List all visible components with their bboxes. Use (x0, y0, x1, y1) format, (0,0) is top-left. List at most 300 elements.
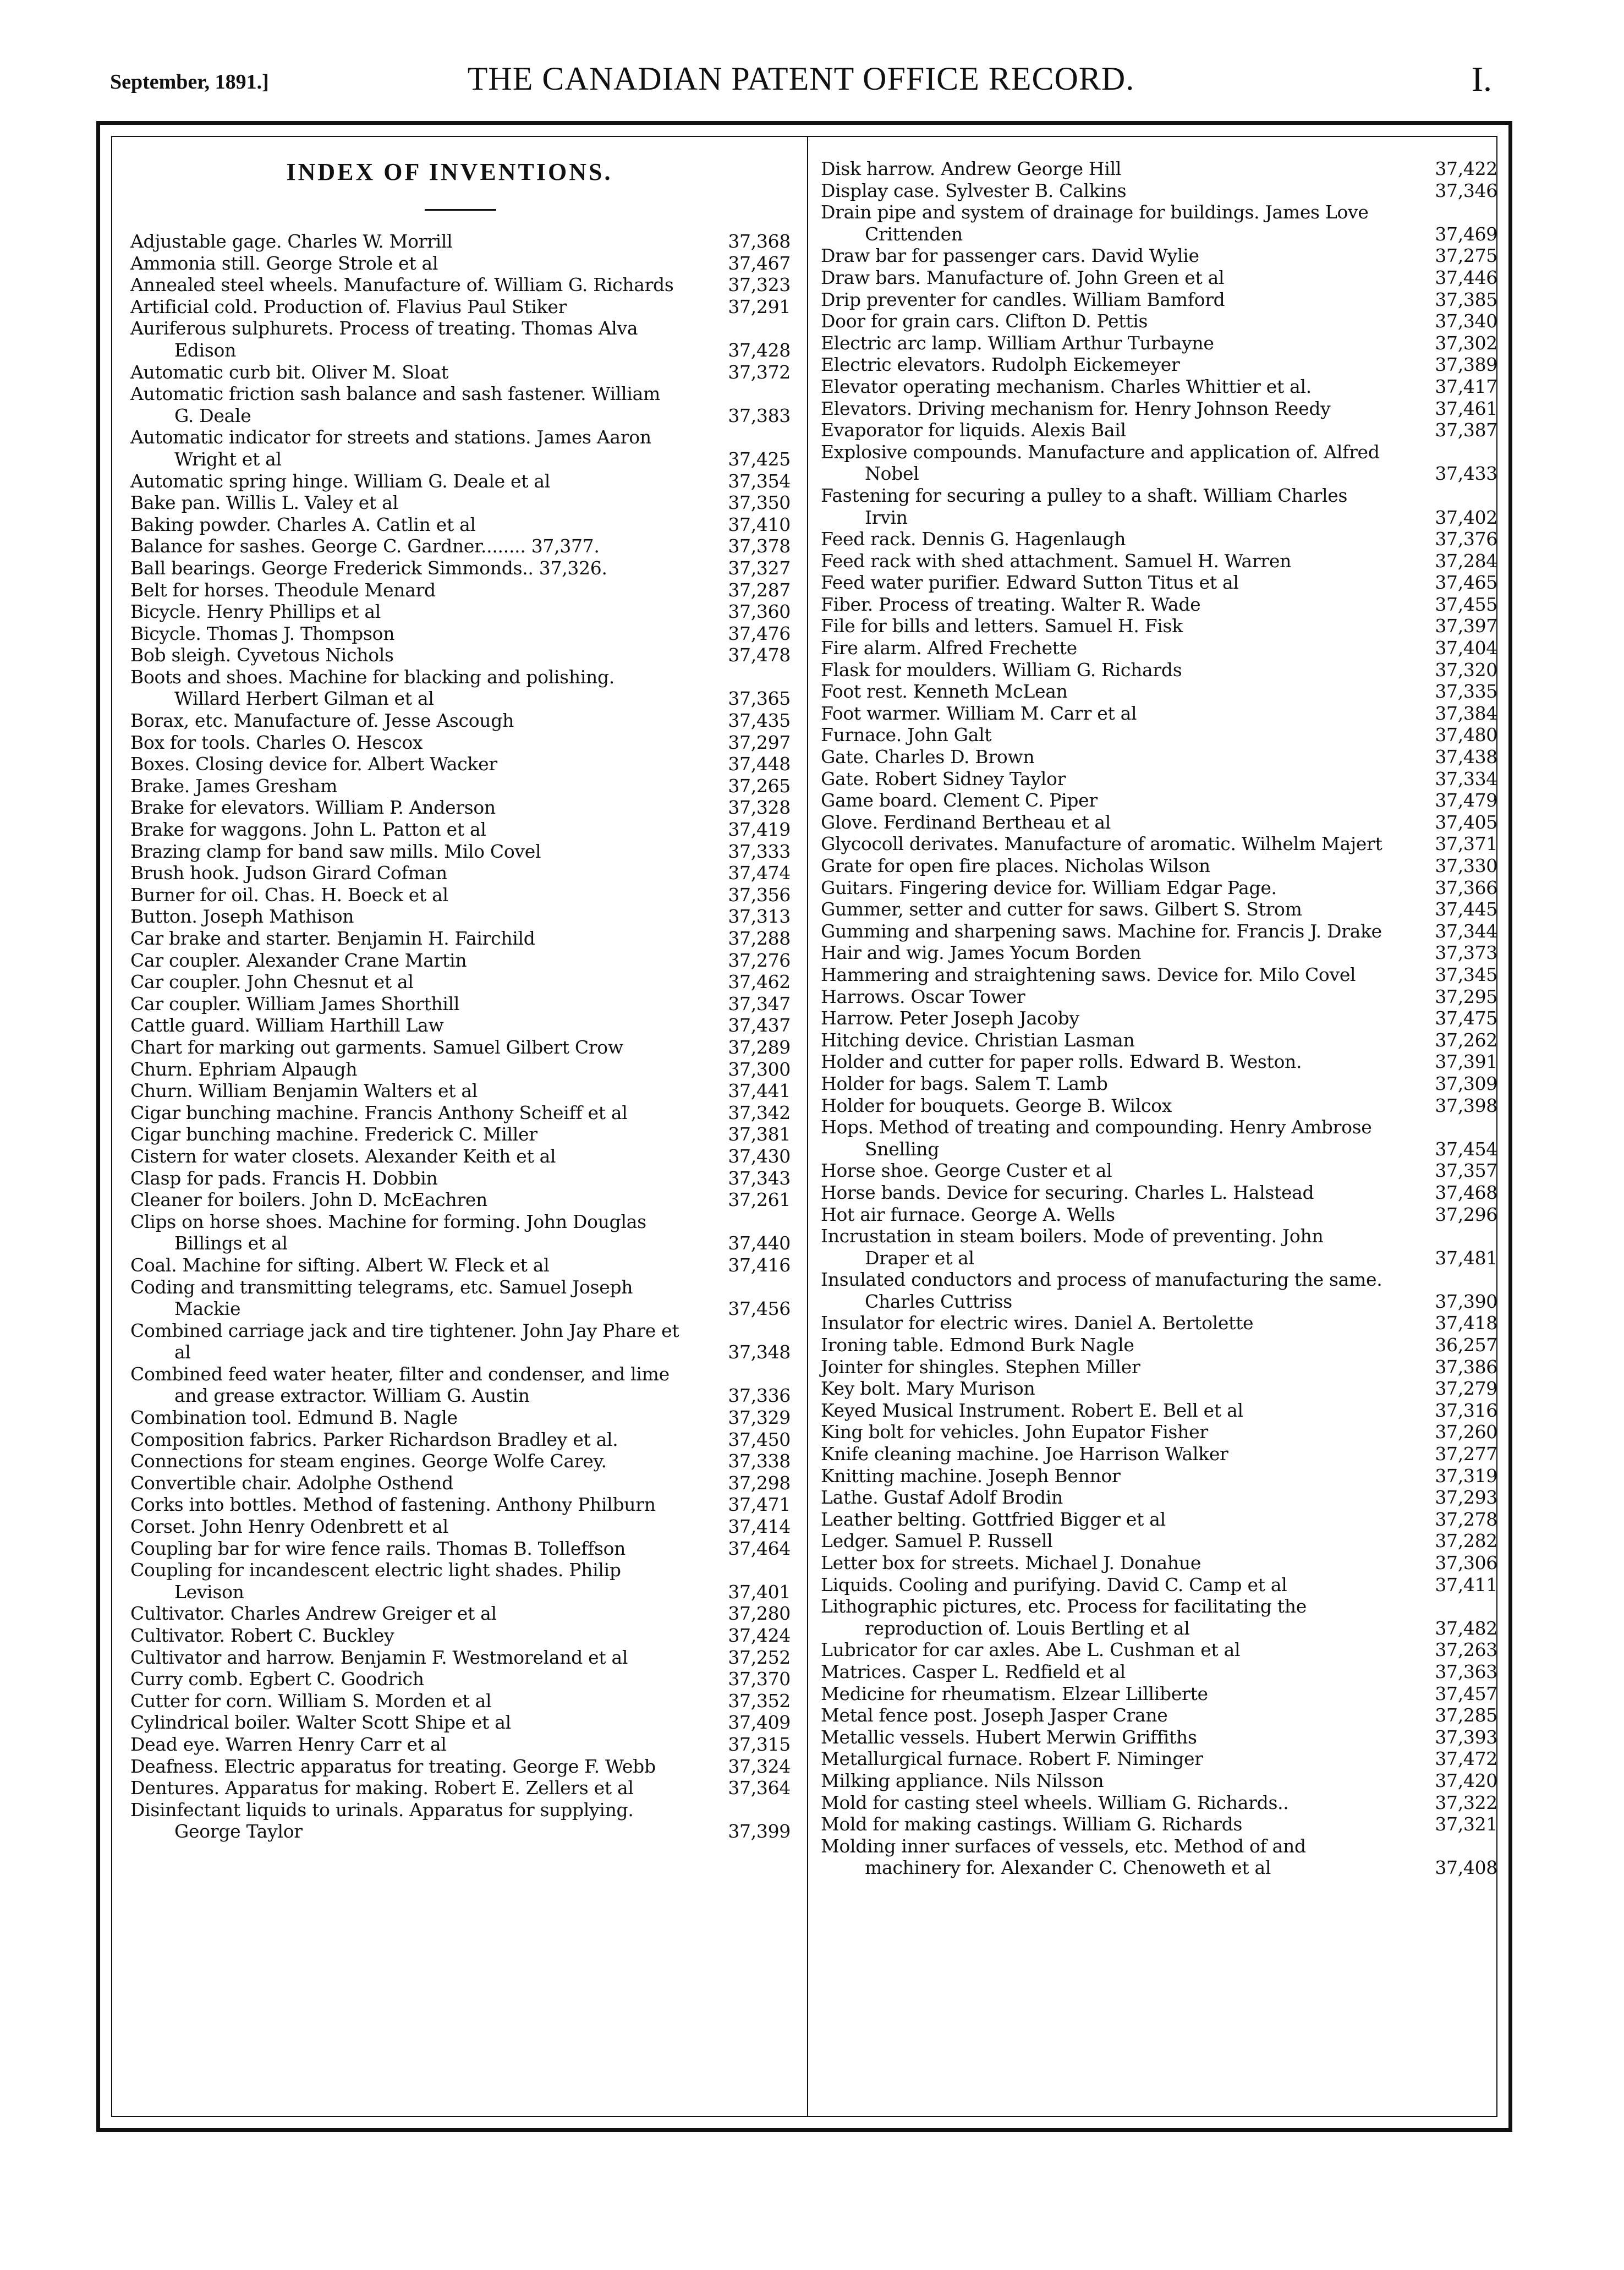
patent-number: 37,320 (1435, 659, 1497, 681)
index-entry (130, 426, 791, 470)
patent-number: 37,366 (1435, 876, 1497, 898)
index-entry (821, 332, 1497, 354)
patent-number: 37,284 (1435, 550, 1497, 572)
index-entry (821, 812, 1497, 834)
index-entry (130, 841, 791, 863)
entry-text: Car coupler. William James Shorthill (130, 993, 460, 1015)
index-entry (821, 1334, 1497, 1356)
entry-text: Deafness. Electric apparatus for treating. George F. Webb (130, 1755, 656, 1777)
patent-number: 37,393 (1435, 1726, 1497, 1748)
patent-number: 37,472 (1435, 1748, 1497, 1770)
index-entry (130, 361, 791, 383)
patent-number: 37,364 (728, 1777, 791, 1799)
index-entry (130, 1516, 791, 1538)
patent-number: 37,265 (728, 775, 791, 797)
patent-number: 37,347 (728, 993, 791, 1015)
index-entry (821, 1312, 1497, 1334)
entry-text: Belt for horses. Theodule Menard (130, 579, 436, 601)
entry-text: Cattle guard. William Harthill Law (130, 1015, 444, 1037)
index-entry (821, 201, 1497, 245)
right-column (821, 158, 1497, 1879)
index-entry (821, 615, 1497, 637)
page-header (110, 58, 1492, 107)
index-entry (130, 1059, 791, 1081)
index-entry (821, 1465, 1497, 1487)
entry-text: Harrow. Peter Joseph Jacoby (821, 1007, 1079, 1029)
patent-number: 37,422 (1435, 158, 1497, 179)
patent-number: 37,424 (728, 1625, 791, 1646)
index-entry (821, 681, 1497, 703)
index-entry (821, 1421, 1497, 1443)
entry-text: Churn. Ephriam Alpaugh (130, 1058, 358, 1080)
patent-number: 37,338 (728, 1450, 791, 1472)
index-entry (130, 710, 791, 732)
patent-number: 37,261 (728, 1189, 791, 1211)
index-entry (821, 1269, 1497, 1312)
entry-text: Boots and shoes. Machine for blacking and polishing. Willard Herbert Gilman et al (130, 666, 615, 710)
index-entry (821, 419, 1497, 441)
index-entry (821, 485, 1497, 528)
patent-number: 37,313 (728, 906, 791, 928)
index-entry (130, 1363, 791, 1407)
index-entry (821, 180, 1497, 202)
patent-number: 37,336 (728, 1385, 791, 1407)
index-entry (130, 1777, 791, 1799)
index-entry (130, 1734, 791, 1756)
patent-number: 37,282 (1435, 1530, 1497, 1552)
patent-number: 37,306 (1435, 1552, 1497, 1573)
patent-number: 37,405 (1435, 811, 1497, 833)
patent-number: 37,328 (728, 797, 791, 819)
entry-text: Cigar bunching machine. Francis Anthony Scheiff et al (130, 1101, 628, 1123)
index-entry (821, 376, 1497, 398)
entry-text: Fire alarm. Alfred Frechette (821, 637, 1077, 659)
entry-text: Ledger. Samuel P. Russell (821, 1530, 1053, 1552)
index-entry (130, 1189, 791, 1211)
patent-number: 37,437 (728, 1015, 791, 1037)
index-entry (130, 993, 791, 1015)
title-rule (425, 209, 496, 211)
entry-text: Box for tools. Charles O. Hescox (130, 731, 423, 753)
index-entry (821, 1378, 1497, 1400)
index-entry (130, 1320, 791, 1363)
entry-text: Brake for elevators. William P. Anderson (130, 797, 496, 819)
patent-number: 37,420 (1435, 1769, 1497, 1791)
entry-text: Coupling bar for wire fence rails. Thomas B. Tolleffson (130, 1537, 626, 1559)
patent-number: 37,450 (728, 1428, 791, 1450)
patent-number: 37,373 (1435, 942, 1497, 964)
entry-text: Molding inner surfaces of vessels, etc. Method of and machinery for. Alexander C. Chenoweth et al (821, 1835, 1306, 1879)
patent-number: 37,391 (1435, 1051, 1497, 1073)
entry-text: Lithographic pictures, etc. Process for facilitating the reproduction of. Louis Bertling et al (821, 1595, 1307, 1639)
entry-text: Electric arc lamp. William Arthur Turbayne (821, 332, 1214, 354)
entry-text: Automatic curb bit. Oliver M. Sloat (130, 361, 448, 383)
patent-number: 37,456 (728, 1298, 791, 1320)
entry-text: Letter box for streets. Michael J. Donahue (821, 1552, 1201, 1573)
index-entry (130, 1276, 791, 1320)
patent-number: 37,275 (1435, 245, 1497, 267)
index-entry (130, 1690, 791, 1712)
patent-number: 37,399 (728, 1821, 791, 1843)
patent-number: 37,302 (1435, 332, 1497, 354)
index-entry (130, 1429, 791, 1451)
index-entry (130, 557, 791, 579)
patent-number: 37,372 (728, 361, 791, 383)
entry-text: Adjustable gage. Charles W. Morrill (130, 231, 453, 252)
patent-number: 37,298 (728, 1472, 791, 1494)
patent-number: 37,419 (728, 819, 791, 841)
index-entry (821, 1116, 1497, 1160)
entry-text: Coal. Machine for sifting. Albert W. Fleck et al (130, 1254, 550, 1276)
patent-number: 37,385 (1435, 288, 1497, 310)
index-entry (821, 1487, 1497, 1509)
index-entry (130, 231, 791, 253)
entry-text: Car brake and starter. Benjamin H. Fairchild (130, 928, 535, 949)
patent-number: 37,435 (728, 710, 791, 732)
patent-number: 37,387 (1435, 419, 1497, 441)
patent-number: 37,315 (728, 1733, 791, 1755)
index-entry (130, 1625, 791, 1647)
index-entry (130, 666, 791, 710)
index-entry (821, 703, 1497, 725)
index-entry (130, 601, 791, 623)
entry-text: Feed rack. Dennis G. Hagenlaugh (821, 528, 1126, 550)
index-entry (821, 833, 1497, 855)
header-page-number: I. (1471, 59, 1492, 98)
patent-number: 37,438 (1435, 746, 1497, 768)
entry-text: Medicine for rheumatism. Elzear Lilliberte (821, 1682, 1208, 1704)
entry-text: Cultivator. Robert C. Buckley (130, 1625, 394, 1646)
patent-number: 37,371 (1435, 833, 1497, 855)
patent-number: 37,352 (728, 1690, 791, 1712)
patent-number: 37,309 (1435, 1072, 1497, 1094)
entry-text: Cultivator and harrow. Benjamin F. Westmoreland et al (130, 1646, 628, 1668)
entry-text: Matrices. Casper L. Redfield et al (821, 1660, 1126, 1682)
patent-number: 37,368 (728, 231, 791, 252)
entry-text: Elevator operating mechanism. Charles Whittier et al. (821, 375, 1312, 397)
entry-text: Lathe. Gustaf Adolf Brodin (821, 1487, 1063, 1509)
index-title: INDEX OF INVENTIONS. (286, 158, 613, 185)
entry-text: King bolt for vehicles. John Eupator Fisher (821, 1421, 1208, 1443)
index-entry (130, 535, 791, 557)
patent-number: 37,482 (1435, 1617, 1497, 1639)
index-entry (821, 245, 1497, 267)
patent-number: 37,467 (728, 252, 791, 274)
index-entry (821, 1443, 1497, 1465)
entry-text: Gate. Charles D. Brown (821, 746, 1035, 768)
index-entry (821, 789, 1497, 812)
patent-number: 37,330 (1435, 855, 1497, 876)
index-entry (130, 906, 791, 928)
entry-text: Electric elevators. Rudolph Eickemeyer (821, 354, 1180, 376)
index-entry (821, 877, 1497, 899)
entry-text: Gumming and sharpening saws. Machine for. Francis J. Drake (821, 920, 1382, 942)
index-entry (821, 1574, 1497, 1596)
entry-text: Feed rack with shed attachment. Samuel H. Warren (821, 550, 1292, 572)
index-entry (130, 1647, 791, 1669)
entry-text: Brake for waggons. John L. Patton et al (130, 819, 486, 841)
entry-text: Liquids. Cooling and purifying. David C. Camp et al (821, 1573, 1287, 1595)
patent-number: 37,381 (728, 1123, 791, 1145)
index-entry (821, 1400, 1497, 1422)
index-entry (821, 1509, 1497, 1531)
entry-text: Ammonia still. George Strole et al (130, 252, 438, 274)
index-entry (130, 253, 791, 275)
patent-number: 37,276 (728, 949, 791, 971)
index-entry (821, 1683, 1497, 1705)
index-entry (821, 1029, 1497, 1051)
index-entry (130, 317, 791, 361)
entry-text: Composition fabrics. Parker Richardson Bradley et al. (130, 1428, 618, 1450)
entry-text: Insulator for electric wires. Daniel A. Bertolette (821, 1312, 1254, 1334)
entry-text: Corks into bottles. Method of fastening. Anthony Philburn (130, 1494, 656, 1516)
entry-text: Hops. Method of treating and compounding. Henry Ambrose Snelling (821, 1116, 1372, 1160)
index-entry (130, 383, 791, 426)
index-entry (821, 1160, 1497, 1182)
index-entry (821, 1225, 1497, 1269)
entry-text: Car coupler. Alexander Crane Martin (130, 949, 467, 971)
index-entry (821, 594, 1497, 616)
index-entry (130, 274, 791, 296)
index-entry (130, 296, 791, 318)
index-entry (821, 746, 1497, 768)
patent-number: 37,296 (1435, 1203, 1497, 1225)
entry-text: Grate for open fire places. Nicholas Wilson (821, 855, 1210, 876)
entry-text: Artificial cold. Production of. Flavius Paul Stiker (130, 295, 567, 317)
entry-text: Boxes. Closing device for. Albert Wacker (130, 753, 497, 775)
entry-text: Metal fence post. Joseph Jasper Crane (821, 1704, 1168, 1726)
entry-text: Keyed Musical Instrument. Robert E. Bell et al (821, 1399, 1243, 1421)
index-entry (821, 1704, 1497, 1726)
entry-text: Knife cleaning machine. Joe Harrison Walker (821, 1443, 1228, 1465)
patent-number: 37,417 (1435, 375, 1497, 397)
entry-text: Lubricator for car axles. Abe L. Cushman et al (821, 1639, 1241, 1661)
left-entry-list (130, 231, 791, 1843)
entry-text: Annealed steel wheels. Manufacture of. William G. Richards (130, 274, 674, 296)
entry-text: Combined carriage jack and tire tightener. John Jay Phare et al (130, 1319, 679, 1363)
index-entry (821, 1792, 1497, 1814)
index-entry (821, 1204, 1497, 1226)
entry-text: Cultivator. Charles Andrew Greiger et al (130, 1603, 497, 1625)
entry-text: Glove. Ferdinand Bertheau et al (821, 811, 1111, 833)
patent-number: 37,324 (728, 1755, 791, 1777)
entry-text: Automatic spring hinge. William G. Deale et al (130, 470, 551, 492)
index-entry (821, 1639, 1497, 1661)
patent-number: 37,468 (1435, 1181, 1497, 1203)
entry-text: Feed water purifier. Edward Sutton Titus et al (821, 572, 1239, 594)
patent-number: 37,430 (728, 1145, 791, 1167)
patent-number: 37,376 (1435, 528, 1497, 550)
entry-text: Holder for bags. Salem T. Lamb (821, 1072, 1108, 1094)
entry-text: Auriferous sulphurets. Process of treating. Thomas Alva Edison (130, 317, 638, 361)
entry-text: Burner for oil. Chas. H. Boeck et al (130, 884, 448, 906)
index-entry (821, 289, 1497, 311)
patent-number: 37,461 (1435, 397, 1497, 419)
index-entry (821, 637, 1497, 659)
index-entry (130, 950, 791, 972)
patent-number: 37,365 (728, 688, 791, 710)
index-entry (130, 1494, 791, 1516)
patent-number: 37,440 (728, 1232, 791, 1254)
patent-number: 37,291 (728, 295, 791, 317)
patent-number: 37,295 (1435, 985, 1497, 1007)
entry-text: Key bolt. Mary Murison (821, 1378, 1035, 1400)
patent-number: 37,475 (1435, 1007, 1497, 1029)
entry-text: Draw bars. Manufacture of. John Green et al (821, 266, 1225, 288)
index-entry (130, 644, 791, 666)
entry-text: Ball bearings. George Frederick Simmonds.. 37,326. (130, 557, 607, 579)
index-entry (130, 862, 791, 884)
entry-text: Explosive compounds. Manufacture and application of. Alfred Nobel (821, 441, 1380, 485)
patent-number: 37,408 (1435, 1857, 1497, 1879)
entry-text: Door for grain cars. Clifton D. Pettis (821, 310, 1148, 332)
entry-text: Corset. John Henry Odenbrett et al (130, 1516, 448, 1538)
entry-text: Display case. Sylvester B. Calkins (821, 179, 1127, 201)
entry-text: Mold for casting steel wheels. William G. Richards.. (821, 1791, 1289, 1813)
entry-text: Brush hook. Judson Girard Cofman (130, 862, 447, 884)
patent-number: 37,363 (1435, 1660, 1497, 1682)
entry-text: Milking appliance. Nils Nilsson (821, 1769, 1104, 1791)
entry-text: Drain pipe and system of drainage for buildings. James Love Crittenden (821, 201, 1369, 245)
index-entry (130, 1123, 791, 1145)
index-entry (821, 964, 1497, 986)
patent-number: 37,316 (1435, 1399, 1497, 1421)
index-entry (821, 1552, 1497, 1574)
index-entry (130, 775, 791, 797)
patent-number: 37,481 (1435, 1247, 1497, 1269)
entry-text: Evaporator for liquids. Alexis Bail (821, 419, 1126, 441)
patent-number: 37,356 (728, 884, 791, 906)
patent-number: 37,252 (728, 1646, 791, 1668)
entry-text: Brake. James Gresham (130, 775, 338, 797)
entry-text: Bicycle. Henry Phillips et al (130, 601, 381, 623)
entry-text: Hair and wig. James Yocum Borden (821, 942, 1142, 964)
entry-text: Elevators. Driving mechanism for. Henry Johnson Reedy (821, 397, 1331, 419)
index-entry (821, 1007, 1497, 1029)
index-entry (821, 572, 1497, 594)
index-entry (821, 1726, 1497, 1748)
patent-number: 37,343 (728, 1167, 791, 1189)
entry-text: Horse bands. Device for securing. Charles L. Halstead (821, 1181, 1314, 1203)
index-entry (821, 1661, 1497, 1683)
patent-number: 37,278 (1435, 1508, 1497, 1530)
patent-number: 37,279 (1435, 1378, 1497, 1400)
entry-text: Curry comb. Egbert C. Goodrich (130, 1668, 424, 1690)
patent-number: 37,262 (1435, 1029, 1497, 1051)
entry-text: Button. Joseph Mathison (130, 906, 354, 928)
entry-text: Bake pan. Willis L. Valey et al (130, 492, 398, 514)
patent-number: 37,411 (1435, 1573, 1497, 1595)
index-entry (821, 1356, 1497, 1378)
entry-text: Bicycle. Thomas J. Thompson (130, 622, 395, 644)
patent-number: 37,409 (728, 1712, 791, 1734)
index-entry (130, 1167, 791, 1189)
entry-text: Horse shoe. George Custer et al (821, 1160, 1112, 1182)
entry-text: Cylindrical boiler. Walter Scott Shipe et al (130, 1712, 511, 1734)
patent-number: 37,344 (1435, 920, 1497, 942)
entry-text: Churn. William Benjamin Walters et al (130, 1080, 478, 1102)
index-entry (821, 768, 1497, 790)
index-entry (130, 1015, 791, 1037)
patent-number: 36,257 (1435, 1334, 1497, 1356)
index-entry (821, 528, 1497, 550)
patent-number: 37,280 (728, 1603, 791, 1625)
patent-number: 37,260 (1435, 1421, 1497, 1443)
entry-text: Knitting machine. Joseph Bennor (821, 1465, 1121, 1487)
patent-number: 37,418 (1435, 1312, 1497, 1334)
entry-text: Glycocoll derivates. Manufacture of aromatic. Wilhelm Majert (821, 833, 1382, 855)
entry-text: Combined feed water heater, filter and condenser, and lime and grease extractor. William G. Austin (130, 1363, 670, 1407)
index-entry (130, 1799, 791, 1843)
index-entry (130, 928, 791, 950)
patent-number: 37,414 (728, 1516, 791, 1538)
index-entry (130, 1668, 791, 1690)
index-entry (821, 441, 1497, 485)
index-entry (821, 310, 1497, 332)
index-entry (821, 1835, 1497, 1879)
entry-text: Fiber. Process of treating. Walter R. Wade (821, 593, 1201, 615)
entry-text: Automatic friction sash balance and sash fastener. William G. Deale (130, 383, 660, 426)
entry-text: Balance for sashes. George C. Gardner........ 37,377. (130, 535, 600, 557)
patent-number: 37,348 (728, 1341, 791, 1363)
index-entry (821, 986, 1497, 1008)
index-entry (130, 1603, 791, 1625)
entry-text: Jointer for shingles. Stephen Miller (821, 1356, 1140, 1378)
entry-text: Borax, etc. Manufacture of. Jesse Ascough (130, 710, 514, 732)
entry-text: Disk harrow. Andrew George Hill (821, 158, 1122, 179)
patent-number: 37,455 (1435, 593, 1497, 615)
entry-text: Harrows. Oscar Tower (821, 985, 1025, 1007)
entry-text: Foot warmer. William M. Carr et al (821, 702, 1137, 724)
entry-text: Drip preventer for candles. William Bamford (821, 288, 1225, 310)
patent-number: 37,428 (728, 339, 791, 361)
entry-text: Foot rest. Kenneth McLean (821, 681, 1068, 703)
entry-text: File for bills and letters. Samuel H. Fisk (821, 615, 1183, 637)
entry-text: Chart for marking out garments. Samuel Gilbert Crow (130, 1036, 623, 1058)
index-entry (130, 1102, 791, 1124)
patent-number: 37,464 (728, 1537, 791, 1559)
index-entry (130, 753, 791, 775)
patent-number: 37,333 (728, 840, 791, 862)
patent-number: 37,445 (1435, 898, 1497, 920)
patent-number: 37,480 (1435, 724, 1497, 746)
entry-text: Furnace. John Galt (821, 724, 992, 746)
index-entry (821, 898, 1497, 920)
patent-number: 37,410 (728, 513, 791, 535)
patent-number: 37,323 (728, 274, 791, 296)
index-entry (130, 1756, 791, 1778)
patent-number: 37,448 (728, 753, 791, 775)
patent-number: 37,398 (1435, 1094, 1497, 1116)
index-entry (821, 659, 1497, 681)
index-entry (821, 1595, 1497, 1639)
patent-number: 37,263 (1435, 1639, 1497, 1661)
entry-text: Mold for making castings. William G. Richards (821, 1813, 1243, 1835)
patent-number: 37,469 (1435, 223, 1497, 245)
patent-number: 37,297 (728, 731, 791, 753)
patent-number: 37,397 (1435, 615, 1497, 637)
entry-text: Metallic vessels. Hubert Merwin Griffiths (821, 1726, 1197, 1748)
entry-text: Leather belting. Gottfried Bigger et al (821, 1508, 1166, 1530)
entry-text: Car coupler. John Chesnut et al (130, 971, 414, 993)
patent-number: 37,384 (1435, 702, 1497, 724)
patent-number: 37,335 (1435, 681, 1497, 703)
patent-number: 37,289 (728, 1036, 791, 1058)
entry-text: Flask for moulders. William G. Richards (821, 659, 1182, 681)
patent-number: 37,334 (1435, 767, 1497, 789)
index-entry (821, 158, 1497, 180)
index-entry (821, 1813, 1497, 1835)
